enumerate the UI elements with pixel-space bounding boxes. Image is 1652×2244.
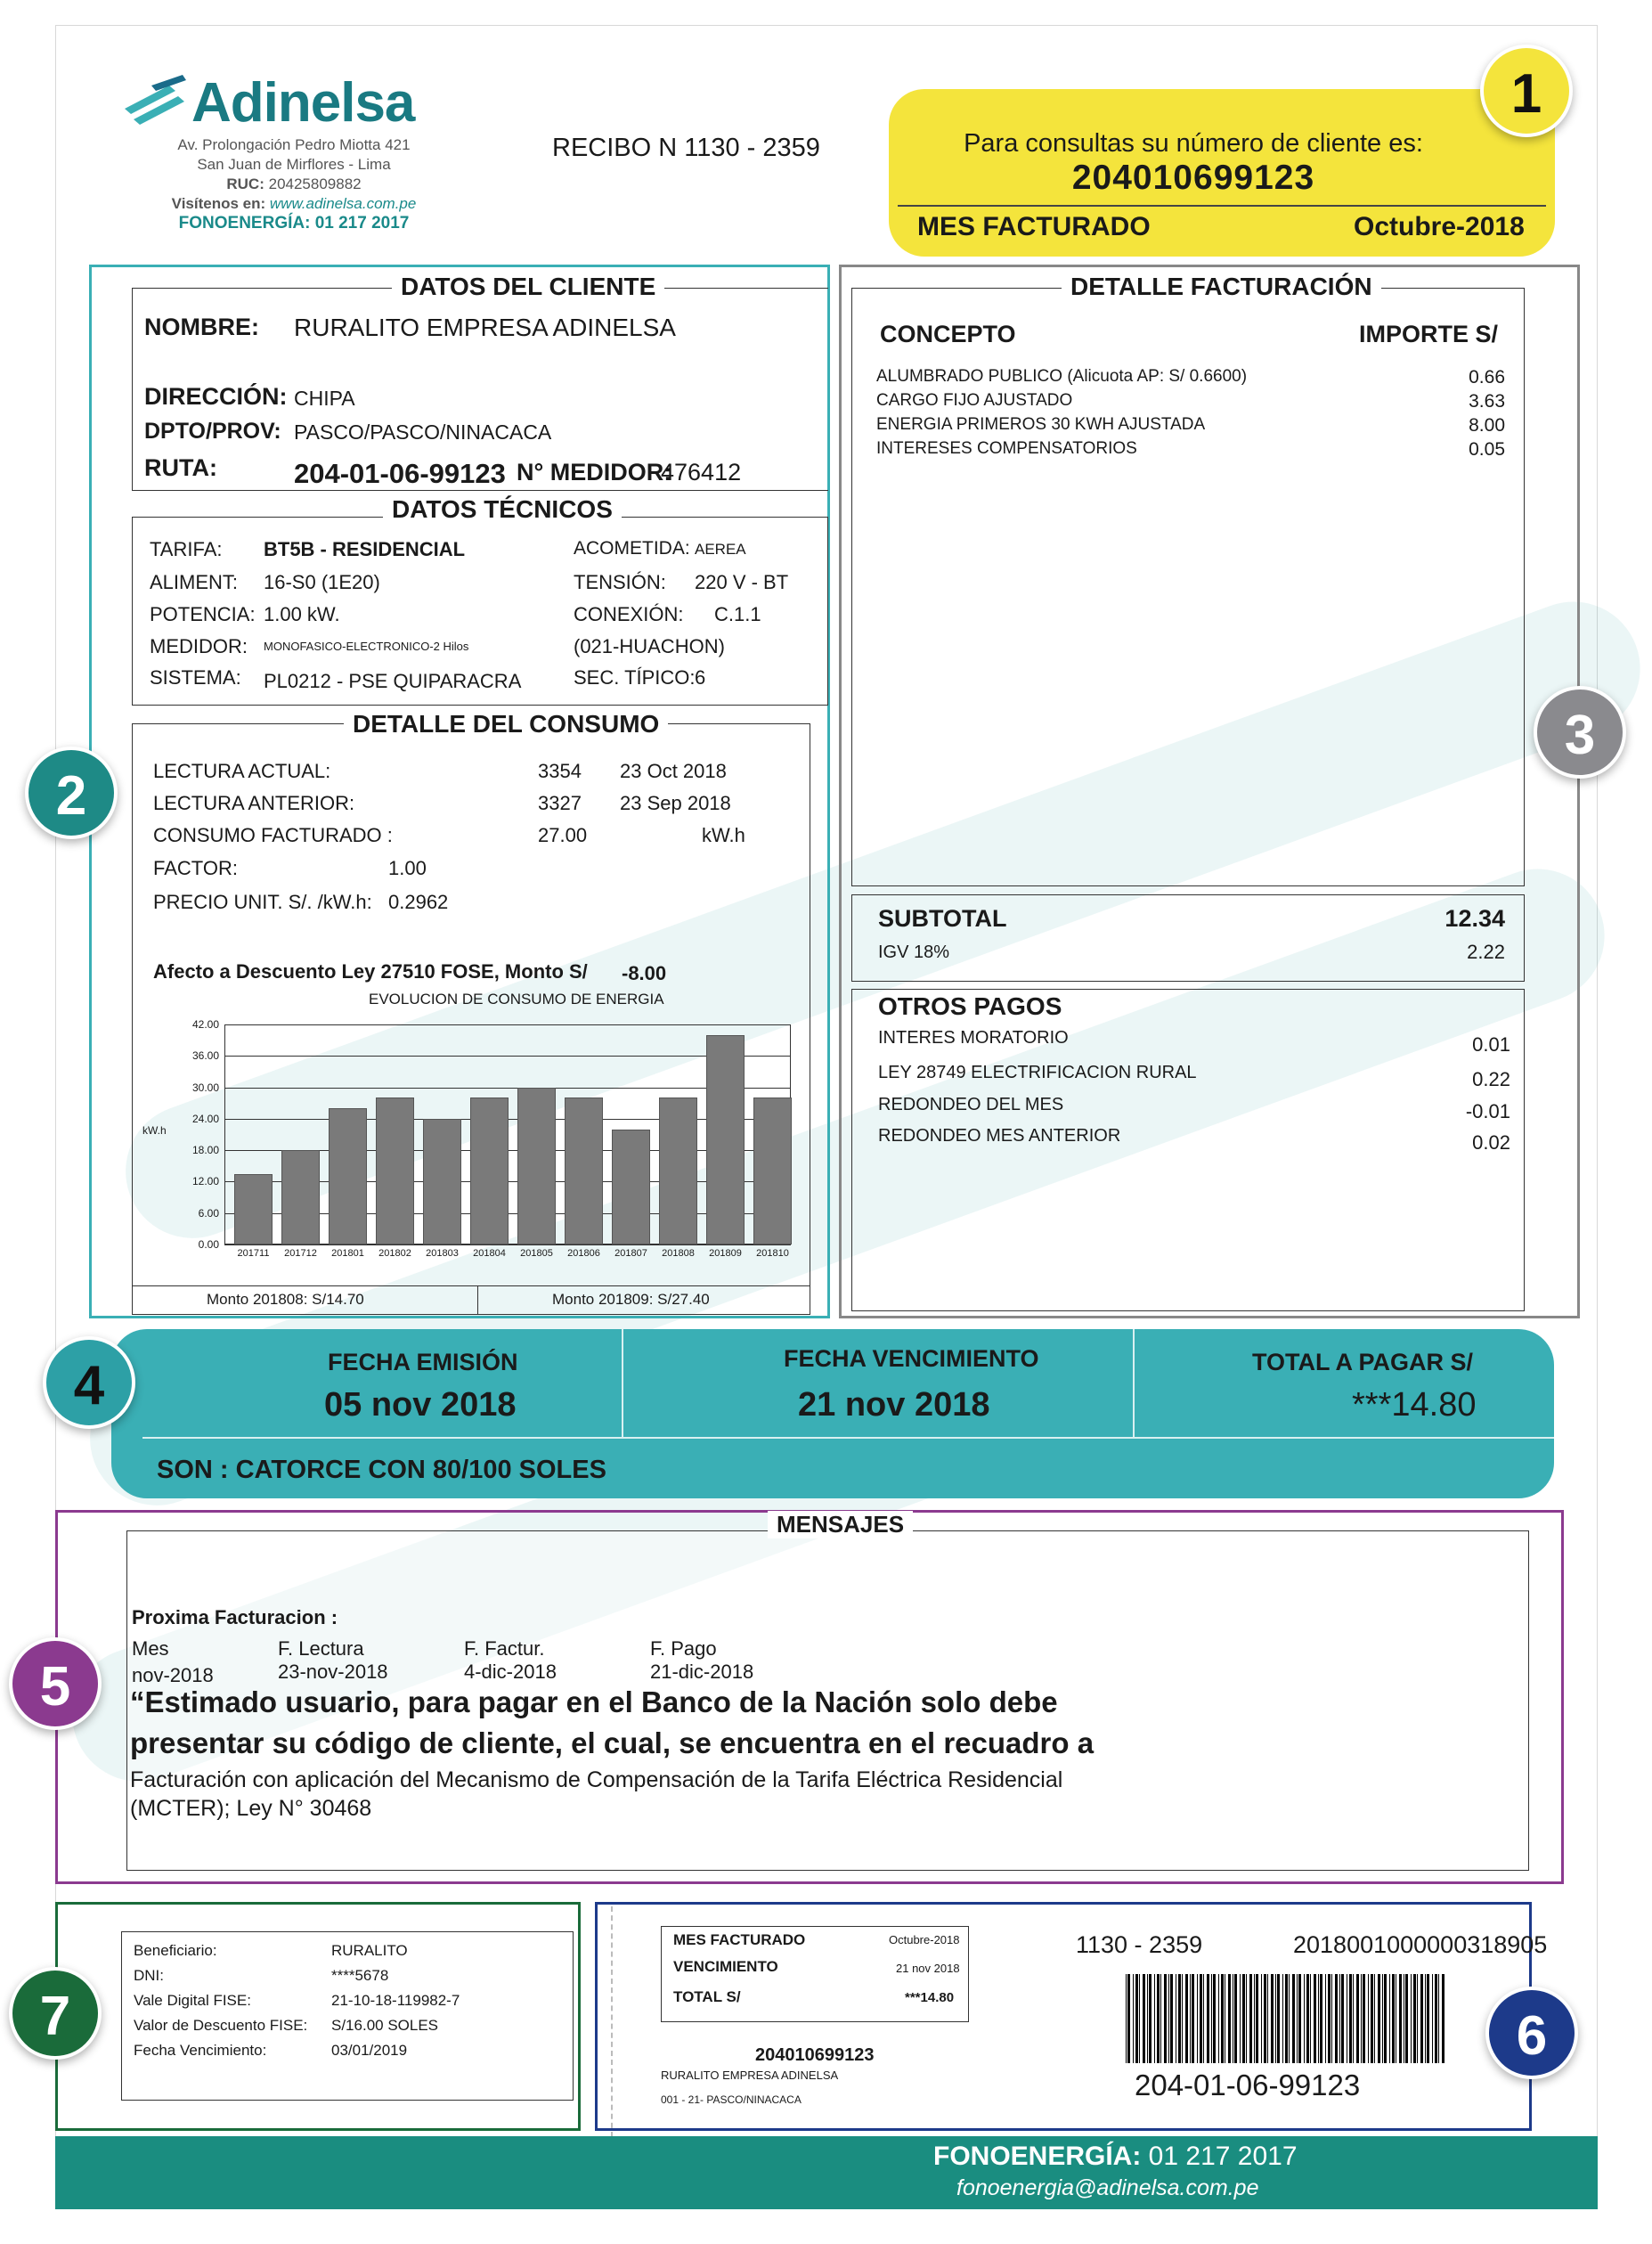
chart-bar xyxy=(329,1108,367,1244)
mes-label: Mes xyxy=(132,1637,169,1660)
barcode-bar xyxy=(1240,1974,1241,2063)
sistema-value: PL0212 - PSE QUIPARACRA xyxy=(264,670,522,692)
detalle-consumo-title: DETALLE DEL CONSUMO xyxy=(344,710,668,738)
importe-header: IMPORTE S/ xyxy=(1359,321,1499,347)
barcode-bar xyxy=(1335,1974,1338,2063)
barcode-bar xyxy=(1341,1974,1344,2063)
medidor-tipo-label: MEDIDOR: xyxy=(150,635,248,657)
billing-item-amount: 8.00 xyxy=(1469,415,1505,436)
barcode-bar xyxy=(1147,1974,1148,2063)
sec-tipico-label: SEC. TÍPICO: xyxy=(574,666,696,689)
web-line xyxy=(80,194,508,214)
barcode-bar xyxy=(1143,1974,1145,2063)
aviso-line-2: presentar su código de cliente, el cual, se encuentra en el recuadro a xyxy=(130,1726,1095,1759)
barcode-bar xyxy=(1413,1974,1416,2063)
stub-mes-value: Octubre-2018 xyxy=(889,1933,960,1946)
footer-phone-value: 01 217 2017 xyxy=(1141,2142,1298,2171)
sec-tipico-value: 6 xyxy=(695,666,706,689)
barcode-bar xyxy=(1127,1974,1130,2063)
barcode-bar xyxy=(1310,1974,1311,2063)
chart-bar xyxy=(706,1035,745,1244)
f-factur-label: F. Factur. xyxy=(464,1637,545,1660)
barcode-bar xyxy=(1264,1974,1266,2063)
valor-value: S/16.00 SOLES xyxy=(331,2017,439,2034)
ruc-label: RUC: xyxy=(226,175,264,192)
mcter-line-2: (MCTER); Ley N° 30468 xyxy=(130,1796,372,1821)
billing-item-concept: ENERGIA PRIMEROS 30 KWH AJUSTADA xyxy=(876,415,1206,434)
fise-venc-value: 03/01/2019 xyxy=(331,2042,408,2059)
barcode-bar xyxy=(1349,1974,1352,2063)
barcode-bar xyxy=(1275,1974,1276,2063)
barcode-bar xyxy=(1135,1974,1138,2063)
otros-item-concept: INTERES MORATORIO xyxy=(878,1028,1069,1048)
barcode-bar xyxy=(1378,1974,1380,2063)
barcode-label: 204-01-06-99123 xyxy=(1135,2069,1361,2101)
chart-y-tick: 0.00 xyxy=(198,1238,219,1251)
ruta-label: RUTA: xyxy=(144,454,217,481)
fose-label: Afecto a Descuento Ley 27510 FOSE, Monto S/ xyxy=(153,960,588,983)
barcode-bar xyxy=(1314,1974,1316,2063)
barcode-bar xyxy=(1405,1974,1408,2063)
medidor-label: N° MEDIDOR: xyxy=(517,459,672,486)
f-pago-value: 21-dic-2018 xyxy=(650,1661,754,1683)
aviso-line-1: “Estimado usuario, para pagar en el Banco de la Nación solo debe xyxy=(130,1685,1058,1718)
fecha-vencimiento-label: FECHA VENCIMIENTO xyxy=(784,1345,1039,1372)
badge-5: 5 xyxy=(9,1637,102,1730)
consumo-unit: kW.h xyxy=(702,824,745,846)
footer-phone xyxy=(933,2142,1298,2172)
consult-label: Para consultas su número de cliente es: xyxy=(964,129,1423,158)
receipt-number: RECIBO N 1130 - 2359 xyxy=(552,134,820,162)
total-pagar-label: TOTAL A PAGAR S/ xyxy=(1252,1349,1474,1375)
chart-y-tick: 6.00 xyxy=(198,1206,219,1220)
chart-y-tick: 30.00 xyxy=(191,1081,219,1094)
subtotal-value: 12.34 xyxy=(1444,905,1505,932)
tarifa-value: BT5B - RESIDENCIAL xyxy=(264,538,466,560)
barcode-bar xyxy=(1411,1974,1412,2063)
fonoenergia-header: FONOENERGÍA: 01 217 2017 xyxy=(178,214,410,233)
barcode-bar xyxy=(1168,1974,1169,2063)
barcode-bar xyxy=(1417,1974,1418,2063)
barcode-bar xyxy=(1328,1974,1331,2063)
address-line-2: San Juan de Mirflores - Lima xyxy=(197,156,391,173)
otros-item-concept: REDONDEO MES ANTERIOR xyxy=(878,1126,1121,1146)
chart-bar xyxy=(281,1150,320,1244)
footer-email[interactable]: fonoenergia@adinelsa.com.pe xyxy=(956,2175,1259,2200)
barcode-bar xyxy=(1368,1974,1369,2063)
son-text: SON : CATORCE CON 80/100 SOLES xyxy=(157,1456,606,1484)
barcode-bar xyxy=(1197,1974,1198,2063)
barcode-bar xyxy=(1292,1974,1295,2063)
beneficiario-value: RURALITO xyxy=(331,1942,408,1959)
web-link[interactable]: www.adinelsa.com.pe xyxy=(269,195,417,212)
potencia-label: POTENCIA: xyxy=(150,603,256,625)
chart-y-tick: 24.00 xyxy=(191,1112,219,1125)
chart-gridline xyxy=(224,1024,791,1025)
dpto-value: PASCO/PASCO/NINACACA xyxy=(294,420,552,444)
barcode-bar xyxy=(1157,1974,1160,2063)
barcode-bar xyxy=(1261,1974,1262,2063)
barcode-bar xyxy=(1306,1974,1309,2063)
barcode-bar xyxy=(1339,1974,1340,2063)
barcode-bar xyxy=(1435,1974,1437,2063)
barcode-bar xyxy=(1234,1974,1237,2063)
web-label: Visítenos en: xyxy=(171,195,266,212)
stub-client-loc: 001 - 21- PASCO/NINACACA xyxy=(661,2093,802,2106)
barcode-bar xyxy=(1256,1974,1258,2063)
monto-divider xyxy=(477,1285,478,1315)
barcode-bar xyxy=(1297,1974,1298,2063)
barcode-bar xyxy=(1133,1974,1134,2063)
barcode-bar xyxy=(1164,1974,1167,2063)
fecha-emision-label: FECHA EMISIÓN xyxy=(328,1349,518,1375)
tension-label: TENSIÓN: xyxy=(574,571,666,593)
direccion-value: CHIPA xyxy=(294,387,355,410)
consumo-label: CONSUMO FACTURADO : xyxy=(153,824,393,846)
f-lectura-label: F. Lectura xyxy=(278,1637,364,1660)
chart-x-tick: 201808 xyxy=(662,1248,695,1259)
barcode-code: 2018001000000318905 xyxy=(1293,1931,1548,1958)
detalle-facturacion-title: DETALLE FACTURACIÓN xyxy=(1062,273,1381,301)
chart-x-tick: 201712 xyxy=(284,1248,317,1259)
barcode-bar xyxy=(1178,1974,1181,2063)
barcode-bar xyxy=(1389,1974,1390,2063)
chart-x-tick: 201804 xyxy=(473,1248,506,1259)
barcode-bar xyxy=(1221,1974,1224,2063)
chart-x-tick: 201805 xyxy=(520,1248,553,1259)
otros-item-concept: LEY 28749 ELECTRIFICACION RURAL xyxy=(878,1063,1197,1082)
badge-2: 2 xyxy=(25,747,118,839)
dpto-label: DPTO/PROV: xyxy=(144,419,281,444)
barcode-bar xyxy=(1425,1974,1426,2063)
f-pago-label: F. Pago xyxy=(650,1637,717,1660)
tarifa-label: TARIFA: xyxy=(150,538,223,560)
badge-7: 7 xyxy=(9,1967,102,2060)
chart-x-tick: 201802 xyxy=(378,1248,411,1259)
barcode-bar xyxy=(1182,1974,1183,2063)
precio-label: PRECIO UNIT. S/. /kW.h: xyxy=(153,891,372,913)
lectura-actual-label: LECTURA ACTUAL: xyxy=(153,760,331,782)
chart-bar xyxy=(376,1098,414,1244)
otros-item-amount: 0.02 xyxy=(1472,1131,1510,1154)
potencia-value: 1.00 kW. xyxy=(264,603,340,625)
barcode-bar xyxy=(1371,1974,1373,2063)
dni-label: DNI: xyxy=(134,1967,164,1984)
barcode-bar xyxy=(1277,1974,1280,2063)
barcode-bar xyxy=(1420,1974,1423,2063)
barcode-bar xyxy=(1200,1974,1202,2063)
barcode-bar xyxy=(1384,1974,1387,2063)
chart-y-tick: 36.00 xyxy=(191,1049,219,1063)
mes-value: nov-2018 xyxy=(132,1664,214,1686)
consumo-value: 27.00 xyxy=(538,824,588,846)
barcode-bar xyxy=(1282,1974,1283,2063)
chart-x-tick: 201809 xyxy=(709,1248,742,1259)
barcode-bar xyxy=(1382,1974,1383,2063)
barcode-bar xyxy=(1218,1974,1219,2063)
billing-item-amount: 3.63 xyxy=(1469,391,1505,412)
adinelsa-logo-icon xyxy=(120,75,191,128)
company-name: Adinelsa xyxy=(191,72,415,134)
f-lectura-value: 23-nov-2018 xyxy=(278,1661,388,1683)
mes-facturado-label: MES FACTURADO xyxy=(917,212,1151,241)
footer-band xyxy=(55,2136,1598,2209)
barcode-bar xyxy=(1249,1974,1252,2063)
chart-bar xyxy=(234,1174,273,1244)
barcode-bar xyxy=(1399,1974,1402,2063)
nombre-label: NOMBRE: xyxy=(144,314,259,340)
proxima-facturacion: Proxima Facturacion : xyxy=(132,1606,338,1628)
barcode-bar xyxy=(1190,1974,1191,2063)
payment-divider-2 xyxy=(1133,1329,1135,1438)
acometida-label: ACOMETIDA: xyxy=(574,538,690,559)
fecha-emision-value: 05 nov 2018 xyxy=(324,1386,517,1424)
total-pagar-value: ***14.80 xyxy=(1352,1386,1477,1424)
chart-y-tick: 12.00 xyxy=(191,1175,219,1188)
stub-client-name: RURALITO EMPRESA ADINELSA xyxy=(661,2069,839,2082)
fecha-vencimiento-value: 21 nov 2018 xyxy=(798,1386,990,1424)
mes-divider xyxy=(898,205,1546,207)
nombre-value: RURALITO EMPRESA ADINELSA xyxy=(294,314,676,341)
barcode-bar xyxy=(1211,1974,1212,2063)
chart-title: EVOLUCION DE CONSUMO DE ENERGIA xyxy=(369,991,664,1008)
subtotal-label: SUBTOTAL xyxy=(878,905,1007,932)
badge-4: 4 xyxy=(43,1336,135,1429)
barcode-bar xyxy=(1185,1974,1188,2063)
chart-y-tick: 42.00 xyxy=(191,1018,219,1031)
chart-x-tick: 201806 xyxy=(567,1248,600,1259)
otros-item-concept: REDONDEO DEL MES xyxy=(878,1095,1064,1114)
factor-value: 1.00 xyxy=(388,857,427,879)
aliment-value: 16-S0 (1E20) xyxy=(264,571,380,593)
otros-item-amount: -0.01 xyxy=(1465,1100,1510,1122)
chart-bar xyxy=(753,1098,792,1244)
datos-tecnicos-title: DATOS TÉCNICOS xyxy=(383,495,622,524)
barcode-bar xyxy=(1285,1974,1288,2063)
address-line-1: Av. Prolongación Pedro Miotta 421 xyxy=(177,136,411,153)
barcode-bar xyxy=(1320,1974,1322,2063)
footer-phone-label: FONOENERGÍA: xyxy=(933,2142,1142,2171)
barcode-bar xyxy=(1289,1974,1290,2063)
barcode-bar xyxy=(1254,1974,1255,2063)
vale-label: Vale Digital FISE: xyxy=(134,1992,251,2009)
billing-item-amount: 0.66 xyxy=(1469,367,1505,388)
chart-y-tick: 18.00 xyxy=(191,1144,219,1157)
chart-ylabel: kW.h xyxy=(142,1124,167,1137)
barcode-bar xyxy=(1374,1974,1375,2063)
concepto-header: CONCEPTO xyxy=(880,321,1016,347)
barcode-bar xyxy=(1160,1974,1161,2063)
medidor-value: 476412 xyxy=(661,459,742,486)
client-number: 204010699123 xyxy=(1071,159,1315,197)
barcode-bar xyxy=(1361,1974,1362,2063)
barcode-bar xyxy=(1392,1974,1395,2063)
chart-bar xyxy=(612,1130,650,1244)
barcode-bar xyxy=(1331,1974,1332,2063)
consumption-chart xyxy=(134,1016,810,1283)
medidor-tipo-value: MONOFASICO-ELECTRONICO-2 Hilos xyxy=(264,640,469,653)
badge-1: 1 xyxy=(1480,45,1573,137)
lectura-anterior-fecha: 23 Sep 2018 xyxy=(620,792,731,814)
chart-gridline xyxy=(224,1244,791,1245)
chart-x-tick: 201807 xyxy=(614,1248,647,1259)
igv-value: 2.22 xyxy=(1467,941,1505,963)
igv-label: IGV 18% xyxy=(878,942,950,962)
barcode-bar xyxy=(1304,1974,1305,2063)
billing-item-concept: ALUMBRADO PUBLICO (Alicuota AP: S/ 0.6600) xyxy=(876,367,1248,386)
lectura-anterior-label: LECTURA ANTERIOR: xyxy=(153,792,355,814)
dni-value: ****5678 xyxy=(331,1967,389,1984)
stub-total-value: ***14.80 xyxy=(905,1990,955,2005)
conexion-extra: (021-HUACHON) xyxy=(574,635,725,657)
barcode-bar xyxy=(1149,1974,1152,2063)
barcode-bar xyxy=(1213,1974,1216,2063)
monto-201809: Monto 201809: S/27.40 xyxy=(552,1291,710,1308)
barcode xyxy=(1126,1974,1450,2063)
barcode-bar xyxy=(1325,1974,1326,2063)
factor-label: FACTOR: xyxy=(153,857,238,879)
barcode-bar xyxy=(1432,1974,1433,2063)
barcode-bar xyxy=(1438,1974,1439,2063)
chart-bar xyxy=(659,1098,697,1244)
barcode-bar xyxy=(1318,1974,1319,2063)
direccion-label: DIRECCIÓN: xyxy=(144,383,288,410)
badge-3: 3 xyxy=(1534,686,1626,779)
otros-pagos-title: OTROS PAGOS xyxy=(878,992,1062,1020)
payment-divider-h xyxy=(142,1437,1554,1439)
payment-divider-1 xyxy=(622,1329,623,1438)
billing-item-concept: INTERESES COMPENSATORIOS xyxy=(876,439,1137,458)
stub-client-number: 204010699123 xyxy=(755,2045,875,2065)
valor-label: Valor de Descuento FISE: xyxy=(134,2017,308,2034)
chart-x-tick: 201810 xyxy=(756,1248,789,1259)
billing-item-concept: CARGO FIJO AJUSTADO xyxy=(876,391,1073,410)
fise-venc-label: Fecha Vencimiento: xyxy=(134,2042,267,2059)
barcode-bar xyxy=(1139,1974,1140,2063)
barcode-bar xyxy=(1170,1974,1173,2063)
chart-bar xyxy=(423,1119,461,1244)
acometida-value: AEREA xyxy=(695,541,746,558)
tension-value: 220 V - BT xyxy=(695,571,789,593)
sistema-label: SISTEMA: xyxy=(150,666,241,689)
otros-item-amount: 0.01 xyxy=(1472,1033,1510,1056)
barcode-bar xyxy=(1271,1974,1274,2063)
chart-bar xyxy=(517,1088,556,1244)
fose-value: -8.00 xyxy=(622,962,667,984)
barcode-bar xyxy=(1353,1974,1354,2063)
ruc-value: 20425809882 xyxy=(268,175,362,192)
chart-x-tick: 201801 xyxy=(331,1248,364,1259)
precio-value: 0.2962 xyxy=(388,891,449,913)
barcode-bar xyxy=(1356,1974,1359,2063)
barcode-bar xyxy=(1126,1974,1127,2063)
otros-item-amount: 0.22 xyxy=(1472,1068,1510,1090)
beneficiario-label: Beneficiario: xyxy=(134,1942,217,1959)
badge-6: 6 xyxy=(1485,1987,1578,2079)
conexion-value: C.1.1 xyxy=(714,603,761,625)
chart-x-tick: 201711 xyxy=(237,1248,270,1259)
stub-venc-label: VENCIMIENTO xyxy=(673,1958,778,1975)
barcode-bar xyxy=(1154,1974,1155,2063)
mensajes-title: MENSAJES xyxy=(768,1511,913,1538)
ruc-line xyxy=(80,175,508,194)
barcode-bar xyxy=(1298,1974,1301,2063)
barcode-bar xyxy=(1442,1974,1444,2063)
aliment-label: ALIMENT: xyxy=(150,571,239,593)
monto-201808: Monto 201808: S/14.70 xyxy=(207,1291,364,1308)
stub-mes-label: MES FACTURADO xyxy=(673,1931,806,1948)
company-address xyxy=(80,135,508,233)
mes-facturado-value: Octubre-2018 xyxy=(1354,212,1525,241)
barcode-bar xyxy=(1242,1974,1245,2063)
chart-bar xyxy=(565,1098,603,1244)
barcode-bar xyxy=(1203,1974,1204,2063)
lectura-actual-fecha: 23 Oct 2018 xyxy=(620,760,727,782)
stub-venc-value: 21 nov 2018 xyxy=(896,1962,960,1975)
barcode-bar xyxy=(1267,1974,1268,2063)
barcode-bar xyxy=(1228,1974,1231,2063)
chart-x-tick: 201803 xyxy=(426,1248,459,1259)
f-factur-value: 4-dic-2018 xyxy=(464,1661,557,1683)
chart-bar xyxy=(470,1098,509,1244)
company-logo xyxy=(120,71,432,134)
mcter-line-1: Facturación con aplicación del Mecanismo de Compensación de la Tarifa Eléctrica Residencial xyxy=(130,1767,1063,1792)
ruta-value: 204-01-06-99123 xyxy=(294,458,506,489)
stub-total-label: TOTAL S/ xyxy=(673,1988,741,2005)
billing-item-amount: 0.05 xyxy=(1469,439,1505,460)
barcode-bar xyxy=(1363,1974,1365,2063)
stub-receipt-number: 1130 - 2359 xyxy=(1076,1931,1203,1958)
vale-value: 21-10-18-119982-7 xyxy=(331,1992,460,2009)
lectura-actual-value: 3354 xyxy=(538,760,582,782)
barcode-bar xyxy=(1427,1974,1429,2063)
barcode-bar xyxy=(1207,1974,1209,2063)
lectura-anterior-value: 3327 xyxy=(538,792,582,814)
barcode-bar xyxy=(1246,1974,1247,2063)
datos-cliente-title: DATOS DEL CLIENTE xyxy=(392,273,664,301)
barcode-bar xyxy=(1192,1974,1194,2063)
conexion-label: CONEXIÓN: xyxy=(574,603,684,625)
